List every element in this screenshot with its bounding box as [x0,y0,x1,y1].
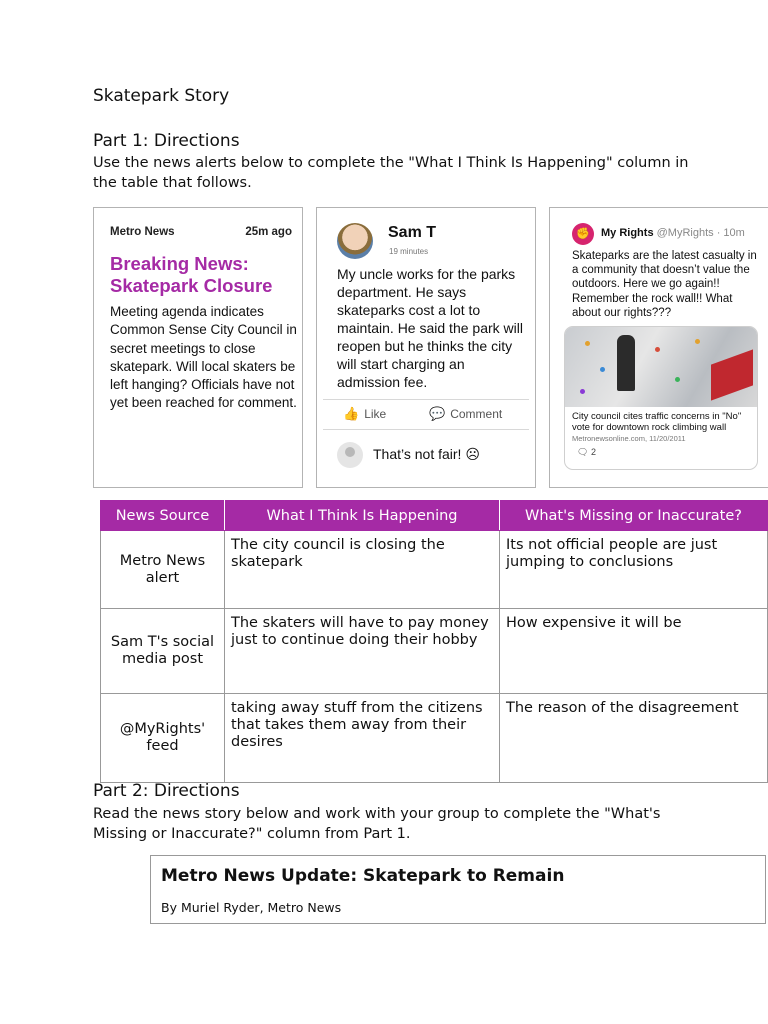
speech-bubble-icon: 💬 [429,406,446,421]
myrights-post-card [549,207,768,488]
news-story-box [150,855,766,924]
row-missing[interactable]: The reason of the disagreement [500,694,768,783]
sam-t-time: 19 minutes [389,247,429,256]
part1-directions: Use the news alerts below to complete the "What I Think Is Happening" column in the table that follows. [93,155,689,191]
row-source: Sam T's social media post [101,609,225,694]
sam-t-post-card [316,207,536,488]
row-thinking[interactable]: taking away stuff from the citizens that takes them away from their desires [225,694,500,783]
myrights-logo-icon: ✊ [572,223,594,245]
thumbs-up-icon: 👍 [343,406,360,421]
reply-count: 🗨 2 [577,447,596,457]
divider [323,399,529,400]
part1-heading: Part 1: Directions [93,131,240,151]
comment-text: That’s not fair! ☹ [373,446,480,462]
myrights-name: My Rights [601,227,654,239]
header-news-source: News Source [101,501,225,531]
document-title: Skatepark Story [93,86,230,106]
header-what-i-think: What I Think Is Happening [225,501,500,531]
like-label: Like [364,407,387,421]
reply-icon: 🗨 [577,447,589,457]
climbing-wall-image [565,327,757,407]
row-thinking[interactable]: The skaters will have to pay money just to continue doing their hobby [225,609,500,694]
myrights-handle: @MyRights · 10m [656,227,745,239]
sam-t-avatar [337,223,373,259]
metro-news-card [93,207,303,488]
part2-directions: Read the news story below and work with your group to complete the "What's Missing or Inaccurate?" column from Part 1. [93,806,661,842]
link-title: City council cites traffic concerns in "No" vote for downtown rock climbing wall [572,411,742,433]
myrights-post-body: Skateparks are the latest casualty in a community that doesn’t value the outdoors. Here we go again!! Remember the rock wall!! What about our rights??? [572,250,757,319]
like-button[interactable] [343,406,386,422]
table-row [101,609,768,694]
header-whats-missing: What's Missing or Inaccurate? [500,501,768,531]
row-missing[interactable]: Its not official people are just jumping to conclusions [500,531,768,609]
commenter-avatar [337,442,363,468]
metro-news-headline: Breaking News: Skatepark Closure [110,253,273,296]
sam-t-name: Sam T [388,224,437,241]
row-source: @MyRights' feed [101,694,225,783]
skatepark-table [100,500,768,783]
row-missing[interactable]: How expensive it will be [500,609,768,694]
story-byline: By Muriel Ryder, Metro News [161,900,342,915]
row-source: Metro News alert [101,531,225,609]
story-title: Metro News Update: Skatepark to Remain [161,866,565,886]
table-row [101,694,768,783]
comment-button[interactable] [429,406,502,422]
comment-label: Comment [450,407,503,421]
sam-t-post-body: My uncle works for the parks department. He says skateparks cost a lot to maintain. He said the park will reopen but he thinks the city will start charging an admission fee. [337,266,523,390]
part2-heading: Part 2: Directions [93,781,240,801]
table-row [101,531,768,609]
row-thinking[interactable]: The city council is closing the skatepark [225,531,500,609]
divider [323,429,529,430]
metro-news-time: 25m ago [245,226,292,238]
link-preview[interactable] [564,326,758,470]
metro-news-body: Meeting agenda indicates Common Sense City Council in secret meetings to close skatepark. Will local skaters be left hanging? Officials have not yet been reached for comment. [110,304,297,411]
link-domain: Metronewsonline.com, 11/20/2011 [572,434,686,443]
metro-news-source: Metro News [110,226,175,238]
